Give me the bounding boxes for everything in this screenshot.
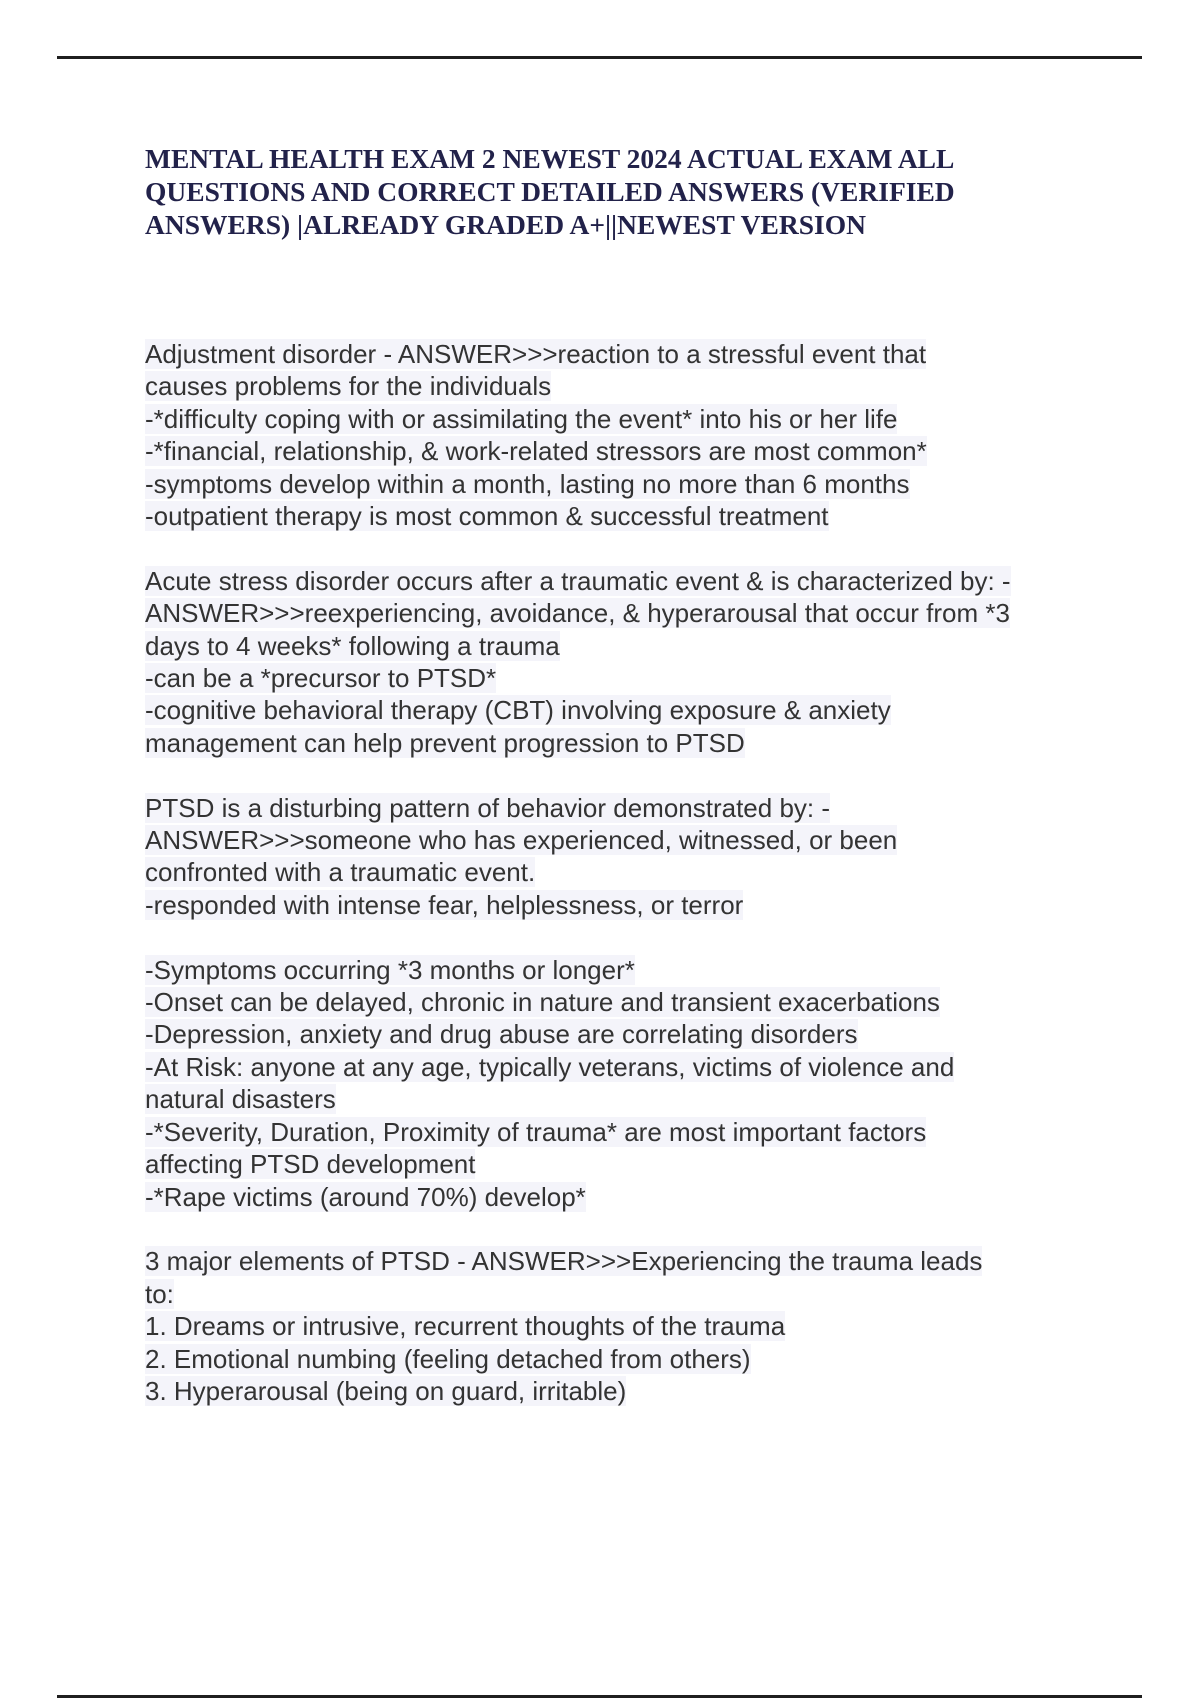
document-title (145, 142, 1045, 241)
text-line: -*Rape victims (around 70%) develop* (145, 1181, 586, 1212)
text-line: days to 4 weeks* following a trauma (145, 630, 560, 661)
text-line: -cognitive behavioral therapy (CBT) involving exposure & anxiety (145, 695, 891, 726)
text-line: Acute stress disorder occurs after a traumatic event & is characterized by: - (145, 565, 1011, 596)
text-line: to: (145, 1278, 174, 1309)
text-line: -*Severity, Duration, Proximity of trauma* are most important factors (145, 1116, 927, 1147)
text-line: PTSD is a disturbing pattern of behavior demonstrated by: - (145, 792, 831, 823)
title-line: ANSWERS) |ALREADY GRADED A+||NEWEST VERSION (145, 209, 866, 240)
header-rule (57, 56, 1142, 59)
text-line: 2. Emotional numbing (feeling detached from others) (145, 1343, 751, 1374)
text-line: causes problems for the individuals (145, 371, 552, 402)
text-line: natural disasters (145, 1084, 336, 1115)
text-line: 1. Dreams or intrusive, recurrent thoughts of the trauma (145, 1311, 786, 1342)
text-line: -At Risk: anyone at any age, typically veterans, victims of violence and (145, 1051, 955, 1082)
text-line: -Depression, anxiety and drug abuse are correlating disorders (145, 1019, 858, 1050)
text-line: -Onset can be delayed, chronic in nature and transient exacerbations (145, 987, 940, 1018)
text-line: -Symptoms occurring *3 months or longer* (145, 954, 635, 985)
footer-rule (57, 1695, 1142, 1698)
ptsd-details-list (145, 954, 1105, 1213)
text-line: confronted with a traumatic event. (145, 857, 536, 888)
title-line: QUESTIONS AND CORRECT DETAILED ANSWERS (VERIFIED (145, 176, 955, 207)
document-body (145, 338, 1105, 1440)
text-line: ANSWER>>>someone who has experienced, witnessed, or been (145, 825, 898, 856)
qa-block-acute-stress-disorder (145, 565, 1105, 759)
text-line: -symptoms develop within a month, lasting no more than 6 months (145, 468, 910, 499)
title-line: MENTAL HEALTH EXAM 2 NEWEST 2024 ACTUAL EXAM ALL (145, 143, 955, 174)
text-line: 3 major elements of PTSD - ANSWER>>>Experiencing the trauma leads (145, 1246, 983, 1277)
text-line: management can help prevent progression to PTSD (145, 727, 745, 758)
text-line: -can be a *precursor to PTSD* (145, 663, 497, 694)
text-line: -responded with intense fear, helplessness, or terror (145, 889, 744, 920)
text-line: -*financial, relationship, & work-related stressors are most common* (145, 436, 927, 467)
text-line: affecting PTSD development (145, 1149, 476, 1180)
qa-block-adjustment-disorder (145, 338, 1105, 532)
qa-block-ptsd-elements (145, 1245, 1105, 1407)
text-line: -outpatient therapy is most common & successful treatment (145, 501, 829, 532)
text-line: ANSWER>>>reexperiencing, avoidance, & hyperarousal that occur from *3 (145, 598, 1010, 629)
qa-block-ptsd-pattern (145, 792, 1105, 922)
text-line: -*difficulty coping with or assimilating the event* into his or her life (145, 403, 898, 434)
text-line: 3. Hyperarousal (being on guard, irritable) (145, 1375, 627, 1406)
text-line: Adjustment disorder - ANSWER>>>reaction to a stressful event that (145, 339, 927, 369)
